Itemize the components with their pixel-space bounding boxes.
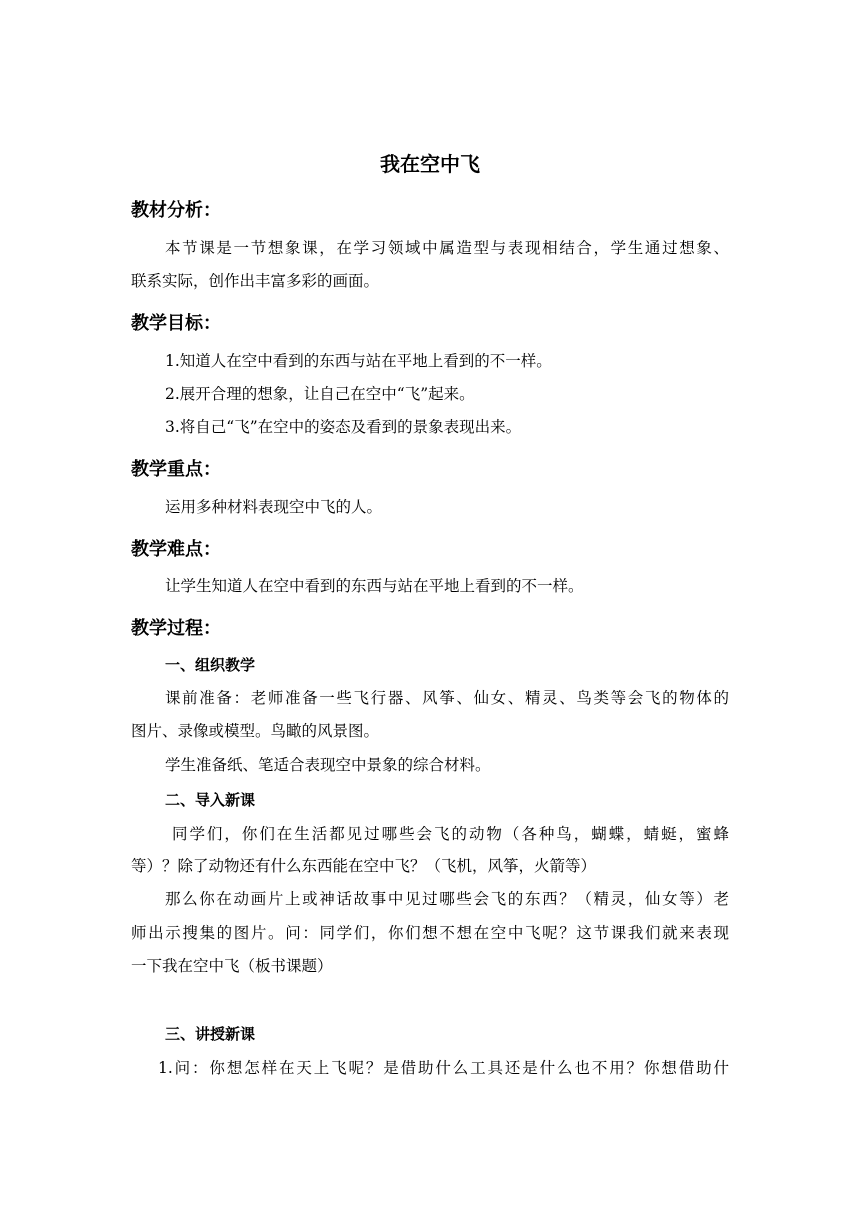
focus-text: 运用多种材料表现空中飞的人。 [165,498,383,516]
part2-line-1: 同学们，你们在生活都见过哪些会飞的动物（各种鸟，蝴蝶，蜻蜓，蜜蜂 [172,825,729,843]
part2-line-5: 一下我在空中飞（板书课题） [131,957,333,975]
part3-line-1: 1.问：你想怎样在天上飞呢？是借助什么工具还是什么也不用？你想借助什 [158,1059,729,1077]
analysis-line-1: 本节课是一节想象课，在学习领域中属造型与表现相结合，学生通过想象、 [165,239,729,257]
heading-focus: 教学重点： [131,459,221,480]
process-part-1-title: 一、组织教学 [165,656,256,674]
goal-item-3: 3.将自己“飞”在空中的姿态及看到的景象表现出来。 [165,418,522,436]
heading-goals: 教学目标： [131,313,221,334]
page-title: 我在空中飞 [380,152,480,176]
process-part-2-title: 二、导入新课 [165,791,256,809]
goal-item-2: 2.展开合理的想象，让自己在空中“飞”起来。 [165,385,475,403]
heading-analysis: 教材分析： [131,200,221,221]
part2-line-4: 师出示搜集的图片。问：同学们，你们想不想在空中飞呢？这节课我们就来表现 [131,924,729,942]
heading-difficulty: 教学难点： [131,539,221,560]
part2-line-2: 等）？除了动物还有什么东西能在空中飞？（飞机，风筝，火箭等） [131,857,597,875]
heading-process: 教学过程： [131,618,221,639]
part2-line-3: 那么你在动画片上或神话故事中见过哪些会飞的东西？（精灵，仙女等）老 [165,890,729,908]
goal-item-1: 1.知道人在空中看到的东西与站在平地上看到的不一样。 [165,352,552,370]
part1-line-1: 课前准备：老师准备一些飞行器、风筝、仙女、精灵、鸟类等会飞的物体的 [165,689,729,707]
part1-line-2: 图片、录像或模型。鸟瞰的风景图。 [131,722,380,740]
analysis-line-2: 联系实际，创作出丰富多彩的画面。 [131,272,380,290]
part1-line-3: 学生准备纸、笔适合表现空中景象的综合材料。 [165,756,491,774]
difficulty-text: 让学生知道人在空中看到的东西与站在平地上看到的不一样。 [165,577,584,595]
process-part-3-title: 三、讲授新课 [165,1025,256,1043]
